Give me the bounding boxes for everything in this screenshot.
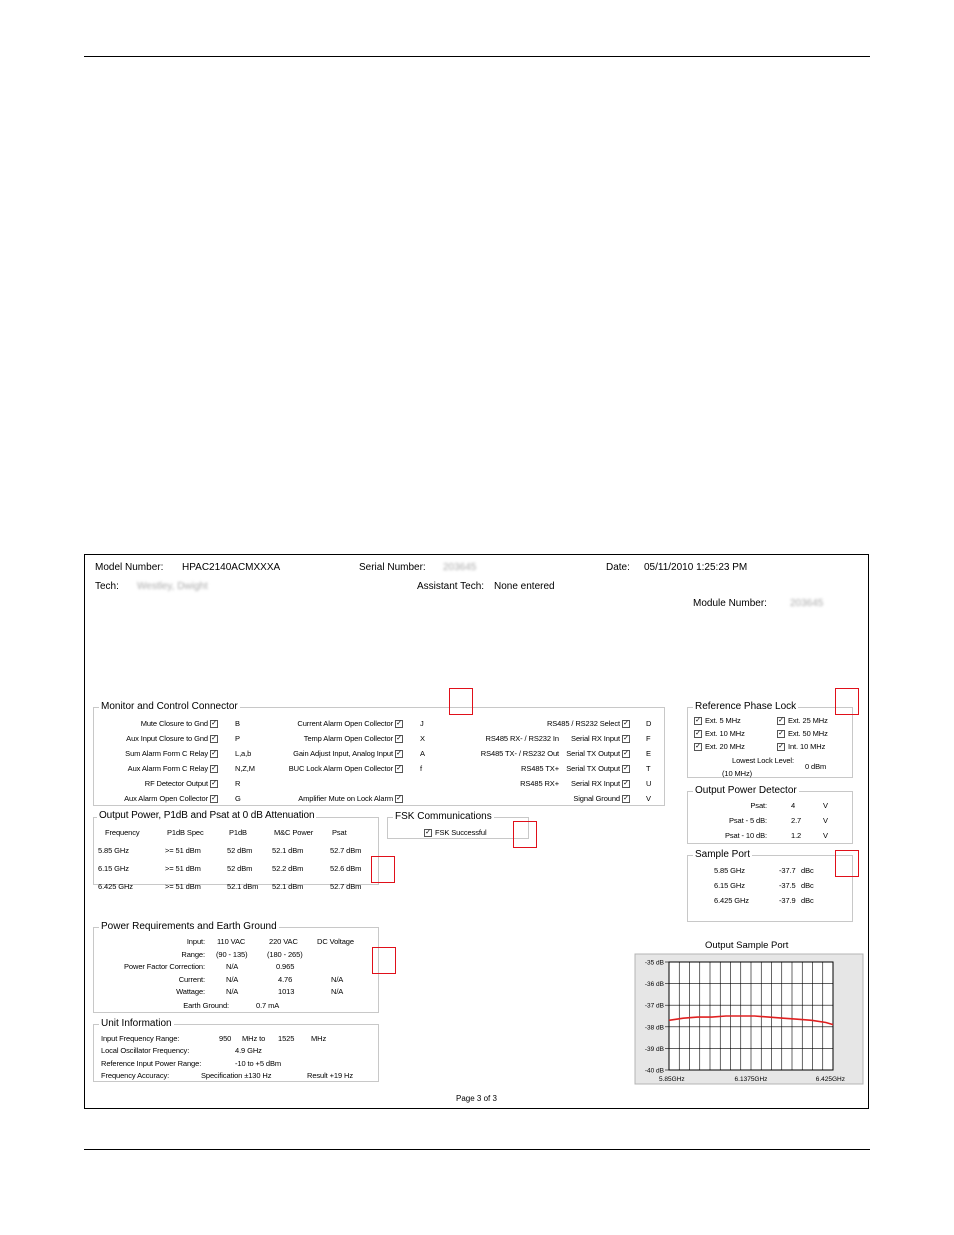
annotation-box-fsk (513, 821, 537, 848)
pfc-label: Power Factor Correction: (124, 962, 205, 971)
output-power-detector-title: Output Power Detector (695, 785, 797, 796)
monitor-item (255, 734, 404, 743)
monitor-item (255, 764, 404, 773)
table-cell: 52.2 dBm (272, 864, 304, 873)
table-cell: 52 dBm (227, 864, 253, 873)
monitor-pin: G (235, 794, 241, 803)
monitor-signal-name: RS485 RX- / RS232 In (485, 734, 559, 743)
column-header: P1dB (229, 828, 247, 837)
checkbox: ✓ (211, 720, 217, 728)
detector-unit: V (823, 831, 828, 840)
current-220: 4.76 (278, 975, 293, 984)
reference-lock-label: Ext. 20 MHz (705, 742, 745, 751)
monitor-item (525, 734, 631, 743)
monitor-pin: P (235, 734, 240, 743)
detector-value: 2.7 (791, 816, 802, 825)
tech-value: Westley, Dwight (137, 581, 208, 592)
checkbox: ✓ (778, 743, 784, 751)
monitor-pin: E (646, 749, 651, 758)
bottom-rule (84, 1149, 870, 1150)
monitor-item-label: Serial TX Output (566, 764, 620, 773)
annotation-box-ref-lock (835, 688, 859, 715)
monitor-item (525, 794, 631, 803)
model-value: HPAC2140ACMXXXA (182, 562, 281, 573)
monitor-pin: F (646, 734, 651, 743)
table-cell: 52.1 dBm (272, 846, 304, 855)
chart-title: Output Sample Port (705, 940, 789, 951)
checkbox: ✓ (211, 765, 217, 773)
serial-value: 203645 (443, 562, 477, 573)
monitor-pin: A (420, 749, 425, 758)
detector-label: Psat: (750, 801, 767, 810)
reference-lock-label: Int. 10 MHz (788, 742, 826, 751)
test-report-page (84, 554, 869, 1109)
monitor-pin: U (646, 779, 652, 788)
detector-label: Psat - 5 dB: (729, 816, 767, 825)
checkbox: ✓ (623, 750, 629, 758)
output-power-title: Output Power, P1dB and Psat at 0 dB Attenuation (99, 810, 315, 821)
sample-port-freq: 6.425 GHz (714, 896, 749, 905)
monitor-item (525, 779, 631, 788)
detector-value: 4 (791, 801, 796, 810)
table-cell: 6.15 GHz (98, 864, 129, 873)
table-cell: 52.6 dBm (330, 864, 362, 873)
checkbox: ✓ (396, 765, 402, 773)
monitor-item-label: Serial RX Input (571, 734, 620, 743)
earth-ground-value: 0.7 mA (256, 1001, 280, 1010)
reference-lock-item (694, 729, 745, 738)
reference-input-value: -10 to +5 dBm (235, 1059, 282, 1068)
table-cell: 52.1 dBm (227, 882, 259, 891)
input-frequency-low: 950 (219, 1034, 232, 1043)
table-cell: >= 51 dBm (165, 846, 201, 855)
sample-port-unit: dBc (801, 896, 814, 905)
monitor-item-label: Aux Input Closure to Gnd (126, 734, 208, 743)
table-cell: 6.425 GHz (98, 882, 133, 891)
checkbox: ✓ (211, 735, 217, 743)
input-frequency-unit: MHz (311, 1034, 327, 1043)
y-tick-label: -37 dB (644, 1002, 664, 1010)
checkbox: ✓ (623, 795, 629, 803)
output-sample-port-chart (635, 954, 863, 1084)
reference-lock-item (694, 716, 741, 725)
monitor-item-label: Serial TX Output (566, 749, 620, 758)
monitor-pin: V (646, 794, 651, 803)
reference-lock-label: Ext. 50 MHz (788, 729, 828, 738)
monitor-item-label: Gain Adjust Input, Analog Input (293, 749, 393, 758)
detector-unit: V (823, 816, 828, 825)
current-label: Current: (178, 975, 205, 984)
table-cell: 52.1 dBm (272, 882, 304, 891)
monitor-item (105, 749, 219, 758)
monitor-item-label: BUC Lock Alarm Open Collector (288, 764, 393, 773)
tech-label: Tech: (95, 581, 119, 592)
sample-port-title: Sample Port (695, 849, 751, 860)
sample-port-unit: dBc (801, 866, 814, 875)
table-cell: 52.7 dBm (330, 846, 362, 855)
monitor-pin: T (646, 764, 651, 773)
fsk-item-label: FSK Successful (434, 828, 487, 837)
monitor-pin: N,Z,M (235, 764, 255, 773)
reference-lock-label: Ext. 5 MHz (705, 716, 741, 725)
reference-lock-item (777, 729, 828, 738)
input-frequency-to: MHz to (242, 1034, 266, 1043)
frequency-accuracy-result: Result +19 Hz (307, 1071, 354, 1080)
assistant-tech-value: None entered (494, 581, 555, 592)
checkbox: ✓ (211, 795, 217, 803)
monitor-item-label: Serial RX Input (571, 779, 620, 788)
checkbox: ✓ (623, 780, 629, 788)
monitor-pin: L,a,b (235, 749, 252, 758)
monitor-item (525, 764, 631, 773)
sample-port-panel (687, 849, 853, 922)
column-header: Frequency (105, 828, 140, 837)
lowest-lock-value: 0 dBm (805, 762, 827, 771)
y-tick-label: -38 dB (644, 1024, 664, 1032)
sample-port-value: -37.9 (779, 896, 796, 905)
date-label: Date: (606, 562, 630, 573)
reference-lock-item (777, 742, 825, 751)
monitor-pin: J (420, 719, 424, 728)
x-tick-label: 5.85GHz (659, 1076, 685, 1083)
checkbox: ✓ (396, 720, 402, 728)
checkbox: ✓ (211, 750, 217, 758)
input-frequency-range-label: Input Frequency Range: (101, 1034, 180, 1043)
monitor-signal-name: RS485 TX- / RS232 Out (480, 749, 559, 758)
reference-lock-label: Ext. 10 MHz (705, 729, 745, 738)
sample-port-value: -37.5 (779, 881, 796, 890)
wattage-label: Wattage: (176, 987, 205, 996)
detector-label: Psat - 10 dB: (724, 831, 767, 840)
monitor-signal-name: RS485 TX+ (521, 764, 559, 773)
reference-lock-item (777, 716, 828, 725)
monitor-item-label: RS485 / RS232 Select (546, 719, 620, 728)
monitor-item-label: Mute Closure to Gnd (140, 719, 208, 728)
page-number: Page 3 of 3 (456, 1094, 497, 1103)
lowest-lock-label-2: (10 MHz) (722, 769, 753, 778)
input-label: Input: (186, 937, 205, 946)
wattage-dc: N/A (331, 987, 344, 996)
local-oscillator-value: 4.9 GHz (235, 1046, 262, 1055)
range-220: (180 - 265) (267, 950, 303, 959)
lowest-lock-label-1: Lowest Lock Level: (732, 756, 794, 765)
monitor-item (105, 719, 219, 728)
y-tick-label: -36 dB (644, 981, 664, 989)
monitor-pin: D (646, 719, 652, 728)
sample-port-value: -37.7 (779, 866, 796, 875)
checkbox: ✓ (211, 780, 217, 788)
fsk-title: FSK Communications (395, 811, 492, 822)
monitor-item-label: Sum Alarm Form C Relay (125, 749, 208, 758)
sample-port-freq: 5.85 GHz (714, 866, 745, 875)
table-cell: >= 51 dBm (165, 864, 201, 873)
checkbox: ✓ (778, 717, 784, 725)
checkbox: ✓ (695, 743, 701, 751)
monitor-item-label: Temp Alarm Open Collector (303, 734, 393, 743)
monitor-signal-name: RS485 RX+ (520, 779, 559, 788)
input-dc: DC Voltage (317, 937, 354, 946)
monitor-pin: X (420, 734, 425, 743)
checkbox: ✓ (695, 730, 701, 738)
table-cell: 5.85 GHz (98, 846, 129, 855)
pfc-110: N/A (226, 962, 239, 971)
input-frequency-high: 1525 (278, 1034, 295, 1043)
column-header: P1dB Spec (167, 828, 204, 837)
monitor-item (105, 764, 219, 773)
y-tick-label: -39 dB (644, 1045, 664, 1053)
annotation-box-monitor (449, 688, 473, 715)
model-label: Model Number: (95, 562, 164, 573)
y-tick-label: -40 dB (644, 1067, 664, 1075)
pfc-220: 0.965 (276, 962, 295, 971)
top-rule (84, 56, 870, 57)
monitor-item-label: Current Alarm Open Collector (297, 719, 393, 728)
detector-unit: V (823, 801, 828, 810)
checkbox: ✓ (695, 717, 701, 725)
input-220: 220 VAC (269, 937, 298, 946)
x-tick-label: 6.1375GHz (734, 1076, 768, 1083)
x-tick-label: 6.425GHz (815, 1076, 845, 1083)
range-110: (90 - 135) (216, 950, 248, 959)
module-value: 203645 (790, 598, 824, 609)
assistant-tech-label: Assistant Tech: (417, 581, 485, 592)
monitor-item (525, 719, 631, 728)
fsk-item (422, 828, 487, 837)
checkbox: ✓ (396, 795, 402, 803)
sample-port-freq: 6.15 GHz (714, 881, 745, 890)
checkbox: ✓ (623, 735, 629, 743)
annotation-box-sample-port (835, 850, 859, 877)
monitor-item-label: Aux Alarm Form C Relay (127, 764, 208, 773)
current-110: N/A (226, 975, 239, 984)
monitor-item-label: Signal Ground (573, 794, 620, 803)
checkbox: ✓ (396, 735, 402, 743)
monitor-item (255, 749, 404, 758)
monitor-pin: R (235, 779, 241, 788)
input-110: 110 VAC (217, 937, 246, 946)
frequency-accuracy-label: Frequency Accuracy: (101, 1071, 170, 1080)
fsk-checkbox: ✓ (425, 829, 431, 837)
monitor-pin: B (235, 719, 240, 728)
table-cell: 52.7 dBm (330, 882, 362, 891)
annotation-box-output-power (371, 856, 395, 883)
earth-ground-label: Earth Ground: (183, 1001, 229, 1010)
checkbox: ✓ (623, 720, 629, 728)
module-label: Module Number: (693, 598, 767, 609)
monitor-pin: f (420, 764, 422, 773)
column-header: M&C Power (274, 828, 314, 837)
monitor-item (525, 749, 631, 758)
date-value: 05/11/2010 1:25:23 PM (644, 562, 748, 573)
range-label: Range: (181, 950, 205, 959)
unit-information-title: Unit Information (101, 1018, 172, 1029)
reference-input-label: Reference Input Power Range: (101, 1059, 202, 1068)
local-oscillator-label: Local Oscillator Frequency: (101, 1046, 190, 1055)
monitor-item-label: Aux Alarm Open Collector (124, 794, 208, 803)
wattage-220: 1013 (278, 987, 295, 996)
reference-lock-label: Ext. 25 MHz (788, 716, 828, 725)
y-tick-label: -35 dB (644, 959, 664, 967)
checkbox: ✓ (396, 750, 402, 758)
checkbox: ✓ (623, 765, 629, 773)
monitor-item-label: Amplifier Mute on Lock Alarm (298, 794, 393, 803)
current-dc: N/A (331, 975, 344, 984)
annotation-box-power-req (372, 947, 396, 974)
output-power-table-clip (93, 823, 379, 891)
column-header: Psat (332, 828, 347, 837)
table-cell: >= 51 dBm (165, 882, 201, 891)
detector-value: 1.2 (791, 831, 802, 840)
reference-phase-lock-title: Reference Phase Lock (695, 701, 797, 712)
power-requirements-title: Power Requirements and Earth Ground (101, 921, 277, 932)
monitor-control-title: Monitor and Control Connector (101, 701, 238, 712)
table-cell: 52 dBm (227, 846, 253, 855)
monitor-item (105, 779, 219, 788)
checkbox: ✓ (778, 730, 784, 738)
monitor-item-label: RF Detector Output (144, 779, 208, 788)
sample-port-unit: dBc (801, 881, 814, 890)
monitor-item (105, 794, 219, 803)
wattage-110: N/A (226, 987, 239, 996)
monitor-item (255, 719, 404, 728)
reference-lock-item (694, 742, 745, 751)
frequency-accuracy-spec: Specification ±130 Hz (201, 1071, 272, 1080)
serial-label: Serial Number: (359, 562, 426, 573)
monitor-item (105, 734, 219, 743)
monitor-item (255, 794, 404, 803)
